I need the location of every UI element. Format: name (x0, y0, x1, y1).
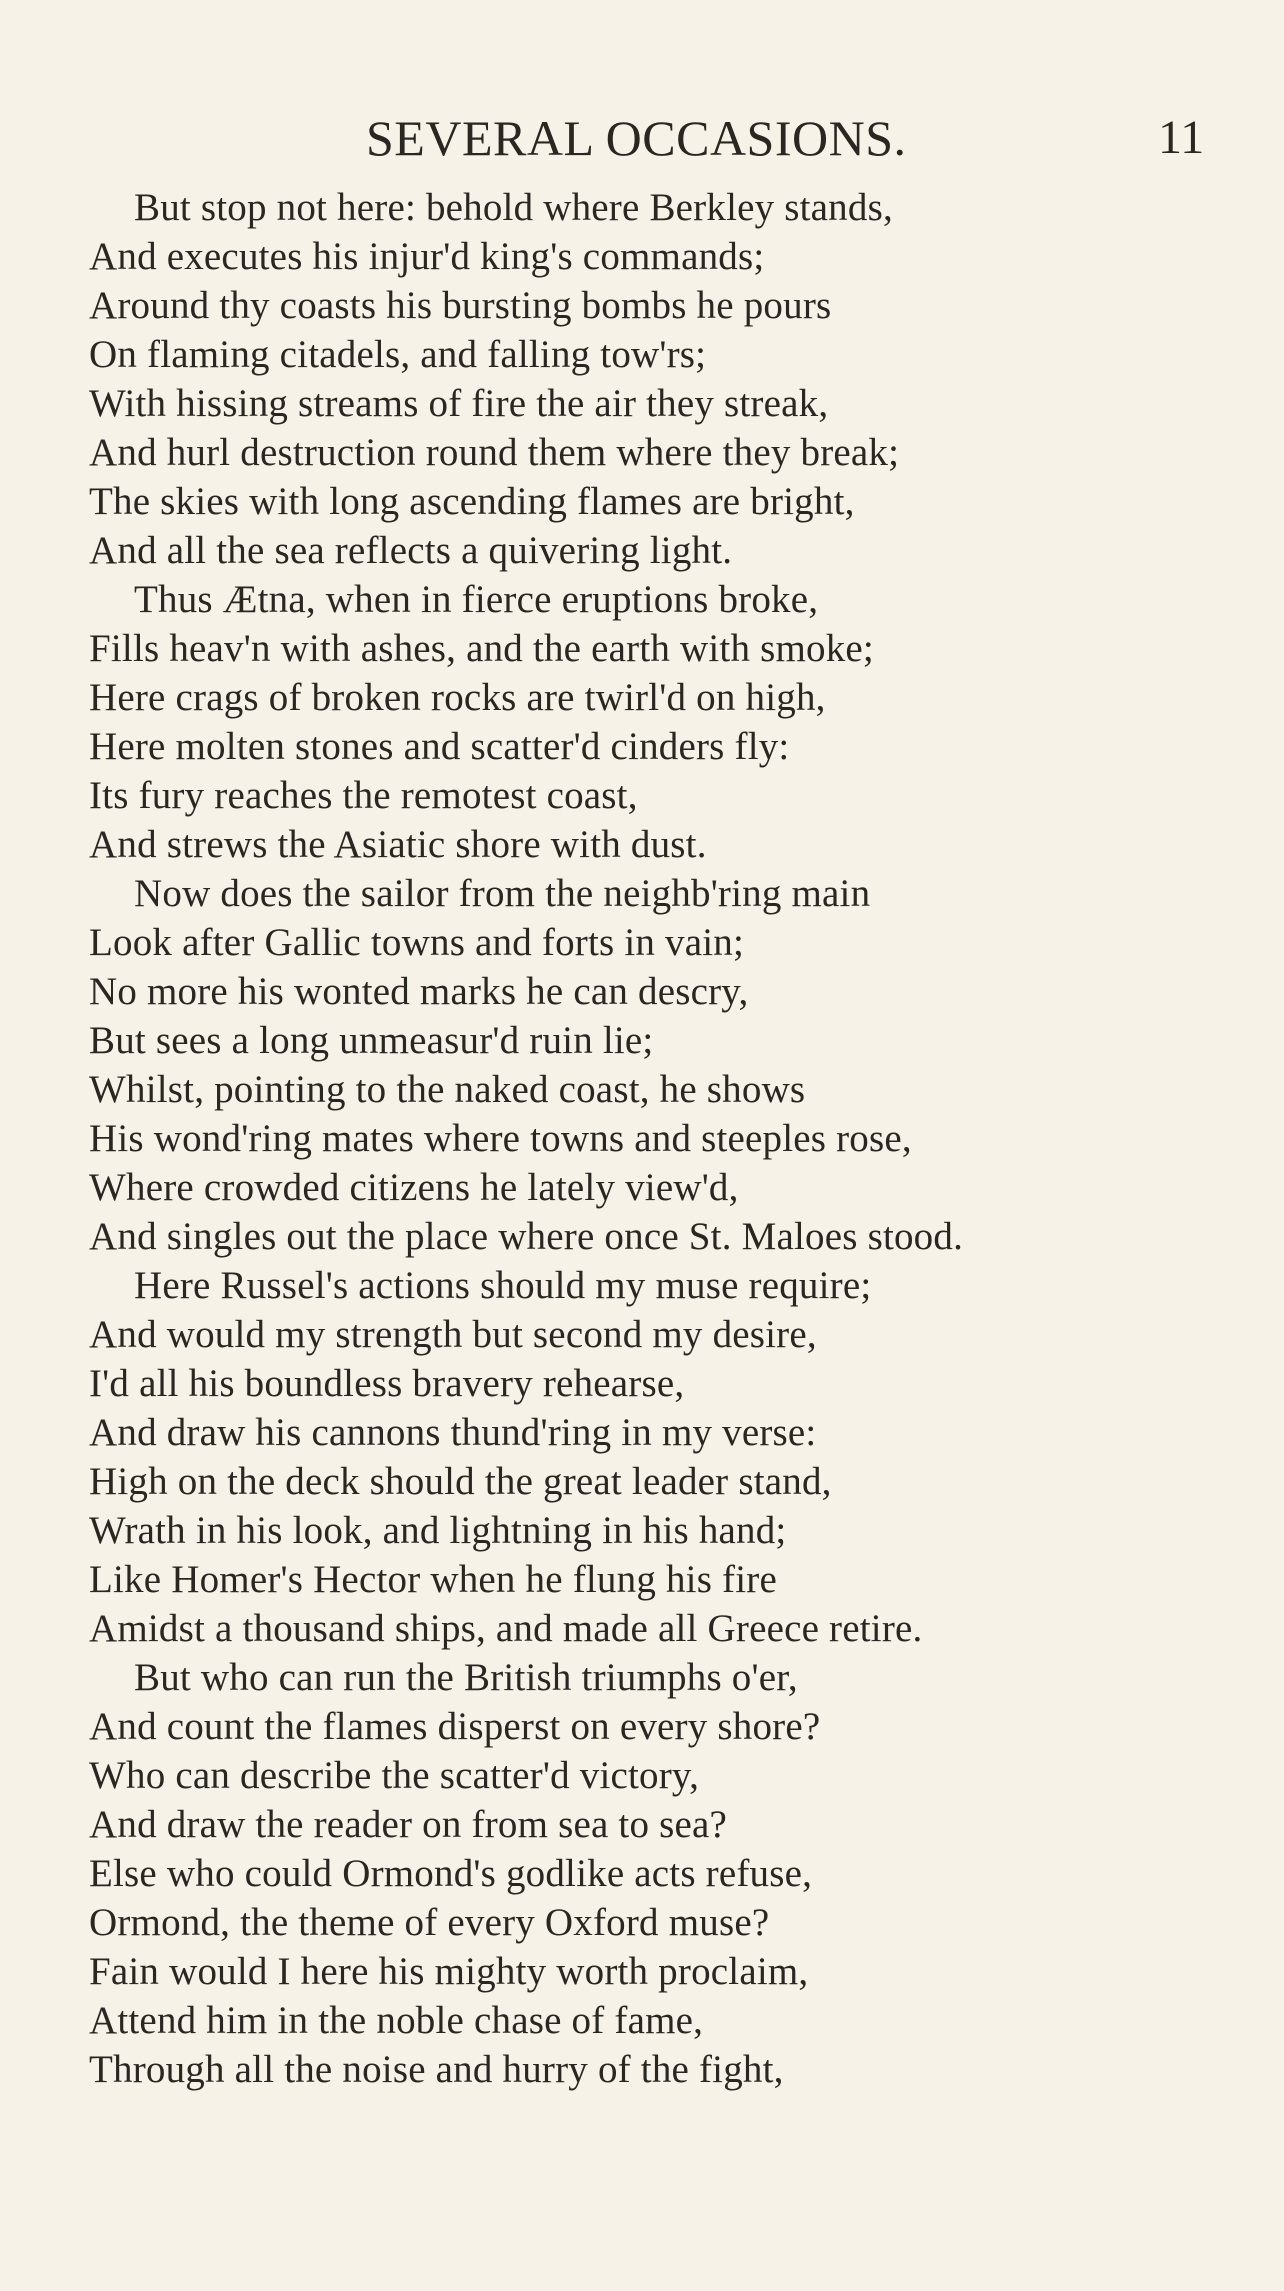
poem-line-26: And draw his cannons thund'ring in my verse: (89, 1411, 817, 1454)
poem-line-39: Through all the noise and hurry of the fight, (89, 2048, 784, 2091)
poem-line-17: No more his wonted marks he can descry, (89, 970, 749, 1013)
page-number: 11 (1158, 111, 1205, 164)
poem-line-29: Like Homer's Hector when he flung his fire (89, 1558, 777, 1601)
poem-line-32: And count the flames disperst on every shore? (89, 1705, 821, 1748)
poem-line-10: Fills heav'n with ashes, and the earth with smoke; (89, 627, 874, 670)
poem-line-15: Now does the sailor from the neighb'ring main (134, 872, 871, 915)
poem-line-6: And hurl destruction round them where they break; (89, 431, 900, 474)
poem-line-18: But sees a long unmeasur'd ruin lie; (89, 1019, 654, 1062)
poem-line-25: I'd all his boundless bravery rehearse, (89, 1362, 685, 1405)
poem-line-37: Fain would I here his mighty worth proclaim, (89, 1950, 809, 1993)
poem-line-2: And executes his injur'd king's commands; (89, 235, 765, 278)
poem-line-5: With hissing streams of fire the air they streak, (89, 382, 829, 425)
poem-line-11: Here crags of broken rocks are twirl'd on high, (89, 676, 826, 719)
poem-line-4: On flaming citadels, and falling tow'rs; (89, 333, 707, 376)
poem-line-19: Whilst, pointing to the naked coast, he shows (89, 1068, 806, 1111)
poem-line-20: His wond'ring mates where towns and steeples rose, (89, 1117, 912, 1160)
poem-line-9: Thus Ætna, when in fierce eruptions broke, (134, 578, 819, 621)
poem-line-14: And strews the Asiatic shore with dust. (89, 823, 707, 866)
poem-line-16: Look after Gallic towns and forts in vain; (89, 921, 744, 964)
poem-line-22: And singles out the place where once St. Maloes stood. (89, 1215, 964, 1258)
poem-line-23: Here Russel's actions should my muse require; (134, 1264, 872, 1307)
poem-line-3: Around thy coasts his bursting bombs he pours (89, 284, 832, 327)
poem-line-31: But who can run the British triumphs o'er, (134, 1656, 798, 1699)
poem-line-8: And all the sea reflects a quivering light. (89, 529, 733, 572)
poem-line-34: And draw the reader on from sea to sea? (89, 1803, 728, 1846)
poem-line-28: Wrath in his look, and lightning in his hand; (89, 1509, 787, 1552)
poem-line-33: Who can describe the scatter'd victory, (89, 1754, 700, 1797)
poem-line-30: Amidst a thousand ships, and made all Greece retire. (89, 1607, 923, 1650)
poem-line-35: Else who could Ormond's godlike acts refuse, (89, 1852, 813, 1895)
poem-line-7: The skies with long ascending flames are bright, (89, 480, 855, 523)
poem-line-24: And would my strength but second my desire, (89, 1313, 817, 1356)
poem-line-38: Attend him in the noble chase of fame, (89, 1999, 704, 2042)
poem-line-27: High on the deck should the great leader stand, (89, 1460, 832, 1503)
page-header (0, 108, 1284, 168)
poem-line-21: Where crowded citizens he lately view'd, (89, 1166, 739, 1209)
poem-line-36: Ormond, the theme of every Oxford muse? (89, 1901, 770, 1944)
poem-line-12: Here molten stones and scatter'd cinders fly: (89, 725, 790, 768)
poem-line-13: Its fury reaches the remotest coast, (89, 774, 638, 817)
poem-line-1: But stop not here: behold where Berkley stands, (134, 186, 893, 229)
running-head: SEVERAL OCCASIONS. (366, 110, 907, 166)
